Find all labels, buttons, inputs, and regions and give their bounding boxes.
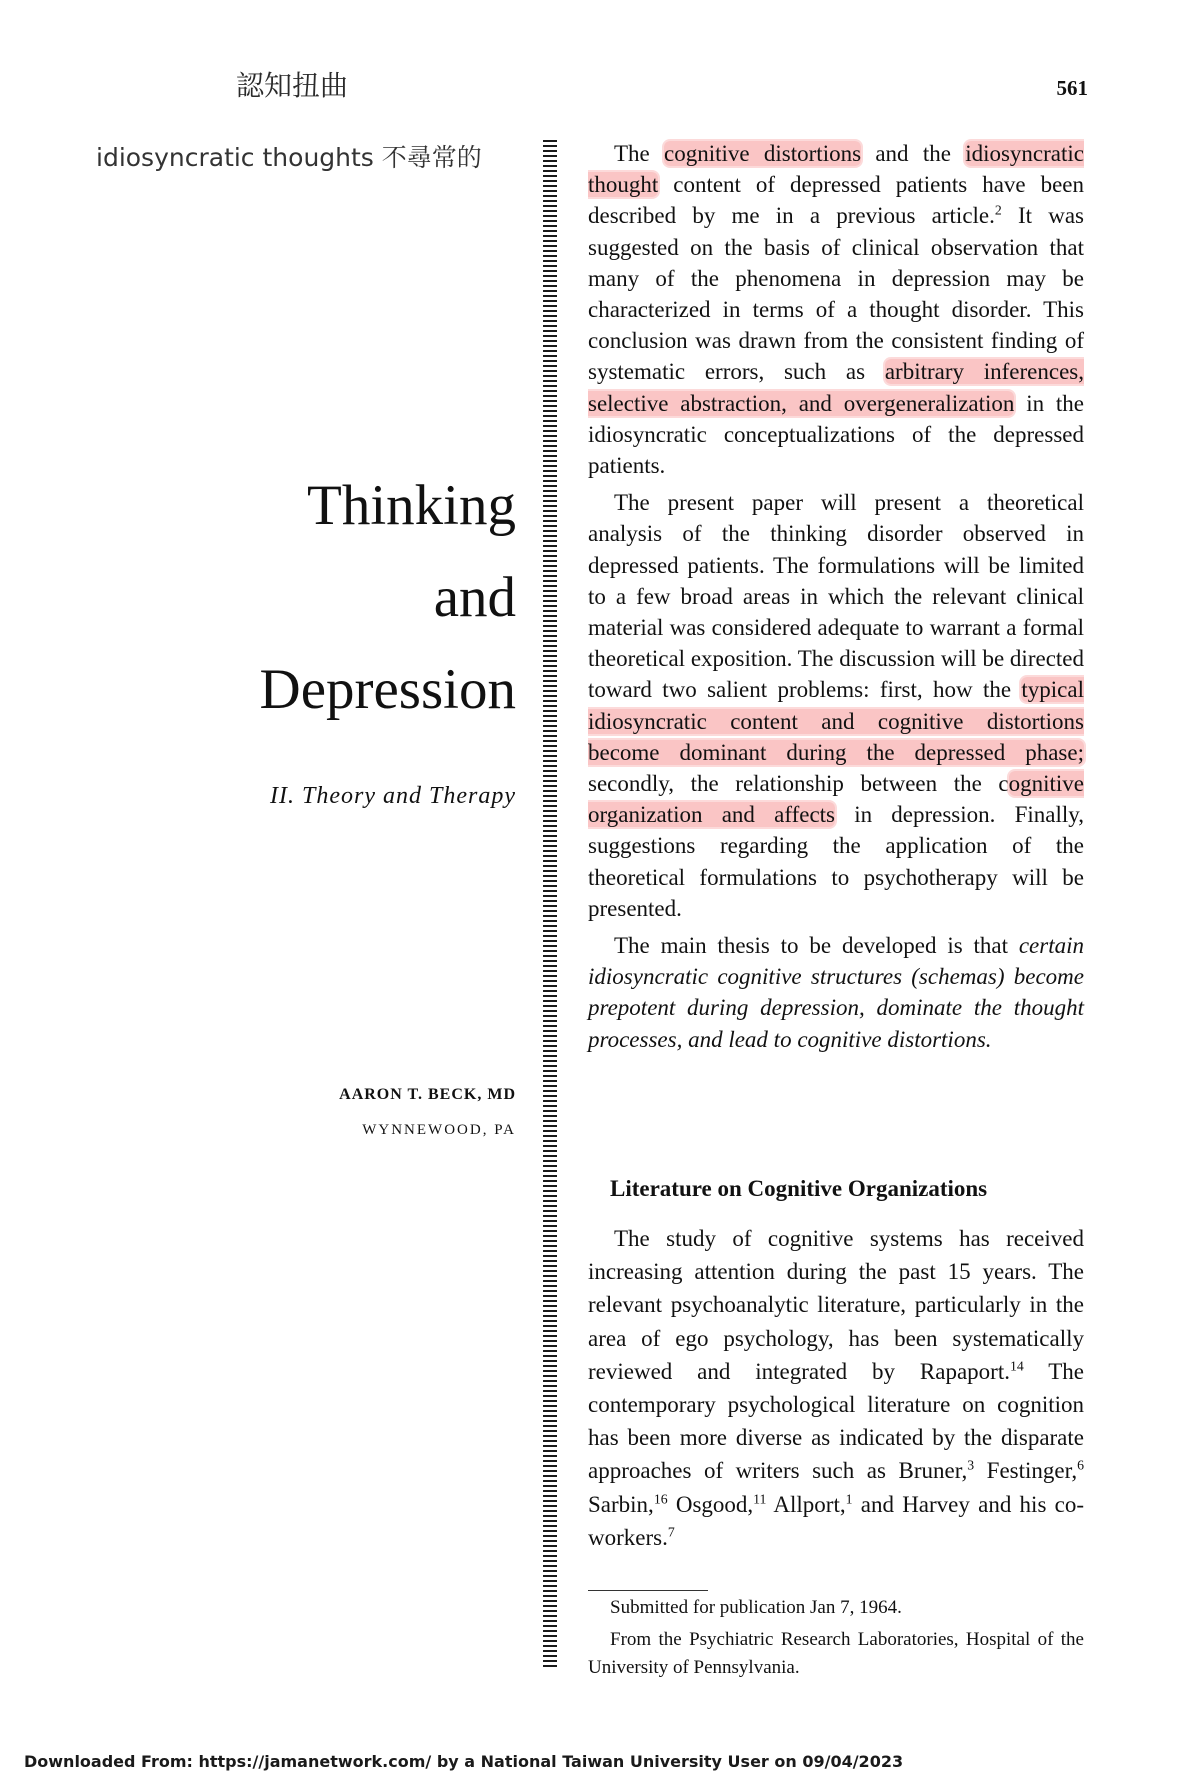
reference-marker: 16 bbox=[653, 1490, 668, 1506]
footnote-affiliation: From the Psychiatric Research Laboratories, Hospital of the University of Pennsylvania. bbox=[588, 1629, 1084, 1678]
title-line-2: and bbox=[433, 566, 516, 629]
reference-marker: 11 bbox=[753, 1490, 767, 1506]
footnotes bbox=[588, 1594, 1084, 1682]
article-title bbox=[260, 460, 516, 736]
download-notice: Downloaded From: https://jamanetwork.com/ by a National Taiwan University User on 09/04/2023 bbox=[24, 1752, 904, 1771]
highlight-cognitive-affects: ognitive organization and affects bbox=[588, 771, 1084, 828]
footnote-rule bbox=[588, 1590, 708, 1591]
title-line-3: Depression bbox=[259, 658, 516, 721]
intro-paragraph-1: The cognitive distortions and the idiosyncratic thought content of depressed patients have been described by me in a previous article.$^2$ It was suggested on the basis of clinical observation that many of the phenomena in depression may be characterized in terms of a thought disorder. This conclusion was drawn from the consistent finding of systematic errors, such as arbitrary inferences, selective abstraction, and overgeneralization in the idiosyncratic conceptualizations of the depressed patients. bbox=[588, 141, 1085, 479]
literature-paragraph: The study of cognitive systems has received increasing attention during the past 15 years. The relevant psychoanalytic literature, particularly in the area of ego psychology, has been systematically reviewed and integrated by Rapaport.$^{14}$ The contemporary psychological literature on cognition has been more diverse as indicated by the disparate approaches of writers such as Bruner,$^3$ Festinger,$^6$ Sarbin,$^{16}$ Osgood,$^{11}$ Allport,$^1$ and Harvey and his co-workers.$^7$ bbox=[588, 1226, 1084, 1550]
reference-marker: 2 bbox=[994, 202, 1002, 218]
reference-marker: 1 bbox=[845, 1490, 853, 1506]
reference-marker: 3 bbox=[967, 1457, 975, 1473]
highlight-thinking-errors: arbitrary inferences, selective abstraction, and overgeneralization bbox=[588, 359, 1085, 416]
page-number: 561 bbox=[1056, 76, 1088, 100]
reference-marker: 14 bbox=[1009, 1358, 1024, 1374]
highlight-dominant-content: typical idiosyncratic content and cognitive distortions become dominant during the depressed phase; bbox=[588, 677, 1084, 765]
highlight-cognitive-distortions: cognitive distortions bbox=[664, 141, 862, 166]
highlight-idiosyncratic-thought: idiosyncratic thought bbox=[588, 141, 1084, 198]
intro-paragraph-2: The present paper will present a theoretical analysis of the thinking disorder observed in depressed patients. The formulations will be limited to a few broad areas in which the relevant clinical material was considered adequate to warrant a formal theoretical exposition. The discussion will be directed toward two salient problems: first, how the typical idiosyncratic content and cognitive distortions become dominant during the depressed phase; secondly, the relationship between the cognitive organization and affects in depression. Finally, suggestions regarding the application of the theoretical formulations to psychotherapy will be presented. bbox=[588, 490, 1084, 921]
margin-annotation: idiosyncratic thoughts 不尋常的 bbox=[96, 143, 482, 172]
column-divider-rule bbox=[543, 140, 557, 1670]
title-line-1: Thinking bbox=[307, 474, 516, 537]
article-subtitle: II. Theory and Therapy bbox=[270, 783, 516, 809]
thesis-statement: certain idiosyncratic cognitive structures (schemas) become prepotent during depression, dominate the thought processes, and lead to cognitive distortions. bbox=[588, 933, 1084, 1052]
thesis-paragraph: The main thesis to be developed is that certain idiosyncratic cognitive structures (schemas) become prepotent during depression, dominate the thought processes, and lead to cognitive distortions. bbox=[588, 933, 1084, 1052]
reference-marker: 6 bbox=[1077, 1457, 1084, 1473]
handwritten-annotation: 認知扭曲 bbox=[236, 69, 349, 102]
reference-marker: 7 bbox=[667, 1524, 675, 1540]
author-name: AARON T. BECK, MD bbox=[339, 1086, 516, 1103]
footnote-submitted: Submitted for publication Jan 7, 1964. bbox=[610, 1597, 902, 1618]
intro-section bbox=[588, 138, 1084, 1055]
section-heading: Literature on Cognitive Organizations bbox=[610, 1176, 988, 1201]
literature-section bbox=[588, 1222, 1084, 1554]
author-location: WYNNEWOOD, PA bbox=[362, 1122, 516, 1138]
